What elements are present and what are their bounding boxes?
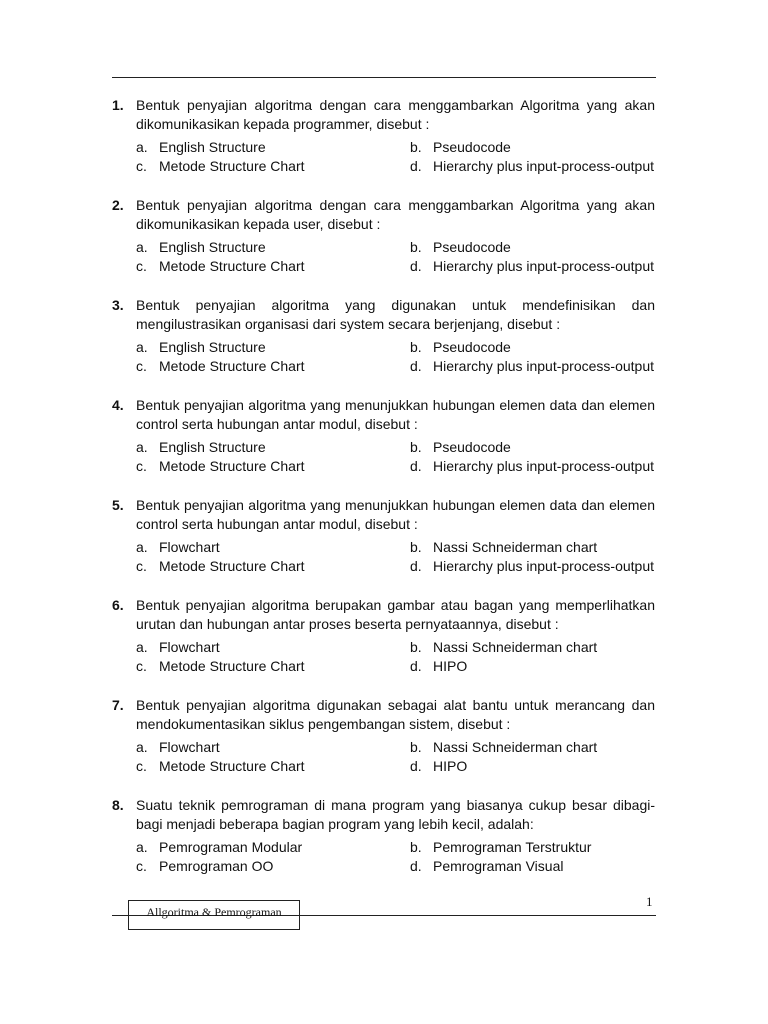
question-item — [112, 596, 656, 696]
option-text: Nassi Schneiderman chart — [433, 639, 598, 655]
option-letter: d. — [410, 358, 422, 374]
option-letter: c. — [136, 758, 147, 774]
answer-option-a — [136, 838, 302, 857]
question-number: 2. — [112, 197, 124, 213]
option-letter: a. — [136, 739, 148, 755]
option-letter: d. — [410, 458, 422, 474]
option-text: Flowchart — [159, 539, 220, 555]
option-letter: c. — [136, 658, 147, 674]
answer-option-b — [410, 338, 511, 357]
question-item — [112, 196, 656, 296]
option-letter: a. — [136, 639, 148, 655]
option-letter: a. — [136, 139, 148, 155]
question-number: 3. — [112, 297, 124, 313]
option-text: Metode Structure Chart — [159, 458, 305, 474]
option-letter: d. — [410, 758, 422, 774]
option-text: Hierarchy plus input-process-output — [433, 358, 654, 374]
option-text: Hierarchy plus input-process-output — [433, 558, 654, 574]
option-letter: a. — [136, 339, 148, 355]
option-letter: b. — [410, 239, 422, 255]
question-item — [112, 396, 656, 496]
question-number: 8. — [112, 797, 124, 813]
answer-option-d — [410, 157, 654, 176]
option-letter: b. — [410, 539, 422, 555]
header-rule — [112, 77, 656, 78]
question-number: 4. — [112, 397, 124, 413]
option-text: HIPO — [433, 658, 468, 674]
footer-title: Allgoritma & Pemrograman — [146, 905, 282, 919]
option-text: Metode Structure Chart — [159, 758, 305, 774]
option-letter: a. — [136, 839, 148, 855]
answer-option-a — [136, 338, 266, 357]
option-text: Flowchart — [159, 739, 220, 755]
answer-option-c — [136, 157, 305, 176]
option-text: Metode Structure Chart — [159, 358, 305, 374]
answer-option-c — [136, 357, 305, 376]
question-item — [112, 96, 656, 196]
option-letter: c. — [136, 158, 147, 174]
option-letter: b. — [410, 139, 422, 155]
question-text: Bentuk penyajian algoritma yang menunjukkan hubungan elemen data dan elemen control serta hubungan antar modul, disebut : — [136, 497, 655, 532]
question-item — [112, 496, 656, 596]
question-list — [112, 96, 656, 896]
option-text: Metode Structure Chart — [159, 658, 305, 674]
answer-option-c — [136, 457, 305, 476]
option-text: English Structure — [159, 239, 266, 255]
answer-option-a — [136, 638, 220, 657]
answer-option-c — [136, 657, 305, 676]
option-letter: c. — [136, 358, 147, 374]
answer-option-a — [136, 538, 220, 557]
option-text: Pseudocode — [433, 439, 511, 455]
question-number: 1. — [112, 97, 124, 113]
option-letter: a. — [136, 239, 148, 255]
answer-option-d — [410, 757, 467, 776]
answer-option-d — [410, 357, 654, 376]
question-text: Bentuk penyajian algoritma dengan cara menggambarkan Algoritma yang akan dikomunikasikan kepada user, disebut : — [136, 197, 655, 232]
option-letter: c. — [136, 458, 147, 474]
answer-option-c — [136, 757, 305, 776]
question-number: 6. — [112, 597, 124, 613]
option-text: Metode Structure Chart — [159, 158, 305, 174]
option-letter: d. — [410, 558, 422, 574]
option-text: Hierarchy plus input-process-output — [433, 258, 654, 274]
option-letter: b. — [410, 639, 422, 655]
option-letter: b. — [410, 839, 422, 855]
answer-option-c — [136, 257, 305, 276]
answer-option-a — [136, 238, 266, 257]
answer-option-c — [136, 557, 305, 576]
option-letter: b. — [410, 339, 422, 355]
option-text: HIPO — [433, 758, 468, 774]
option-text: Metode Structure Chart — [159, 258, 305, 274]
option-text: English Structure — [159, 339, 266, 355]
option-text: Nassi Schneiderman chart — [433, 539, 598, 555]
option-letter: b. — [410, 439, 422, 455]
answer-option-d — [410, 657, 467, 676]
answer-option-d — [410, 557, 654, 576]
option-letter: a. — [136, 439, 148, 455]
question-number: 7. — [112, 697, 124, 713]
option-text: Pemrograman OO — [159, 858, 274, 874]
option-letter: d. — [410, 258, 422, 274]
question-text: Bentuk penyajian algoritma berupakan gambar atau bagan yang memperlihatkan urutan dan hubungan antar proses beserta pernyataannya, disebut : — [136, 597, 655, 632]
answer-option-a — [136, 138, 266, 157]
option-letter: a. — [136, 539, 148, 555]
option-text: Pseudocode — [433, 139, 511, 155]
answer-option-d — [410, 257, 654, 276]
option-letter: c. — [136, 258, 147, 274]
answer-option-b — [410, 538, 597, 557]
option-text: English Structure — [159, 139, 266, 155]
option-text: Pseudocode — [433, 339, 511, 355]
option-text: Metode Structure Chart — [159, 558, 305, 574]
question-item — [112, 796, 656, 896]
question-text: Bentuk penyajian algoritma yang digunakan untuk mendefinisikan dan mengilustrasikan organisasi dari system secara berjenjang, disebut : — [136, 297, 655, 332]
option-letter: d. — [410, 858, 422, 874]
option-letter: c. — [136, 858, 147, 874]
answer-option-b — [410, 238, 511, 257]
question-text: Bentuk penyajian algoritma yang menunjukkan hubungan elemen data dan elemen control serta hubungan antar modul, disebut : — [136, 397, 655, 432]
question-text: Suatu teknik pemrograman di mana program yang biasanya cukup besar dibagi-bagi menjadi beberapa bagian program yang lebih kecil, adalah: — [136, 797, 655, 832]
question-item — [112, 696, 656, 796]
answer-option-a — [136, 438, 266, 457]
footer-title-box — [128, 900, 300, 930]
answer-option-b — [410, 738, 597, 757]
option-text: Hierarchy plus input-process-output — [433, 158, 654, 174]
answer-option-d — [410, 857, 563, 876]
question-text: Bentuk penyajian algoritma digunakan sebagai alat bantu untuk merancang dan mendokumentasikan siklus pengembangan sistem, disebut : — [136, 697, 655, 732]
answer-option-a — [136, 738, 220, 757]
option-text: Pemrograman Visual — [433, 858, 564, 874]
option-text: Nassi Schneiderman chart — [433, 739, 598, 755]
option-letter: d. — [410, 158, 422, 174]
option-text: Hierarchy plus input-process-output — [433, 458, 654, 474]
answer-option-b — [410, 638, 597, 657]
answer-option-b — [410, 138, 511, 157]
option-text: English Structure — [159, 439, 266, 455]
question-item — [112, 296, 656, 396]
option-letter: d. — [410, 658, 422, 674]
answer-option-d — [410, 457, 654, 476]
answer-option-b — [410, 438, 511, 457]
option-text: Flowchart — [159, 639, 220, 655]
option-letter: b. — [410, 739, 422, 755]
option-text: Pseudocode — [433, 239, 511, 255]
option-text: Pemrograman Modular — [159, 839, 303, 855]
answer-option-c — [136, 857, 273, 876]
option-text: Pemrograman Terstruktur — [433, 839, 592, 855]
page-number: 1 — [646, 894, 653, 909]
question-text: Bentuk penyajian algoritma dengan cara menggambarkan Algoritma yang akan dikomunikasikan kepada programmer, disebut : — [136, 97, 655, 132]
option-letter: c. — [136, 558, 147, 574]
question-number: 5. — [112, 497, 124, 513]
answer-option-b — [410, 838, 591, 857]
